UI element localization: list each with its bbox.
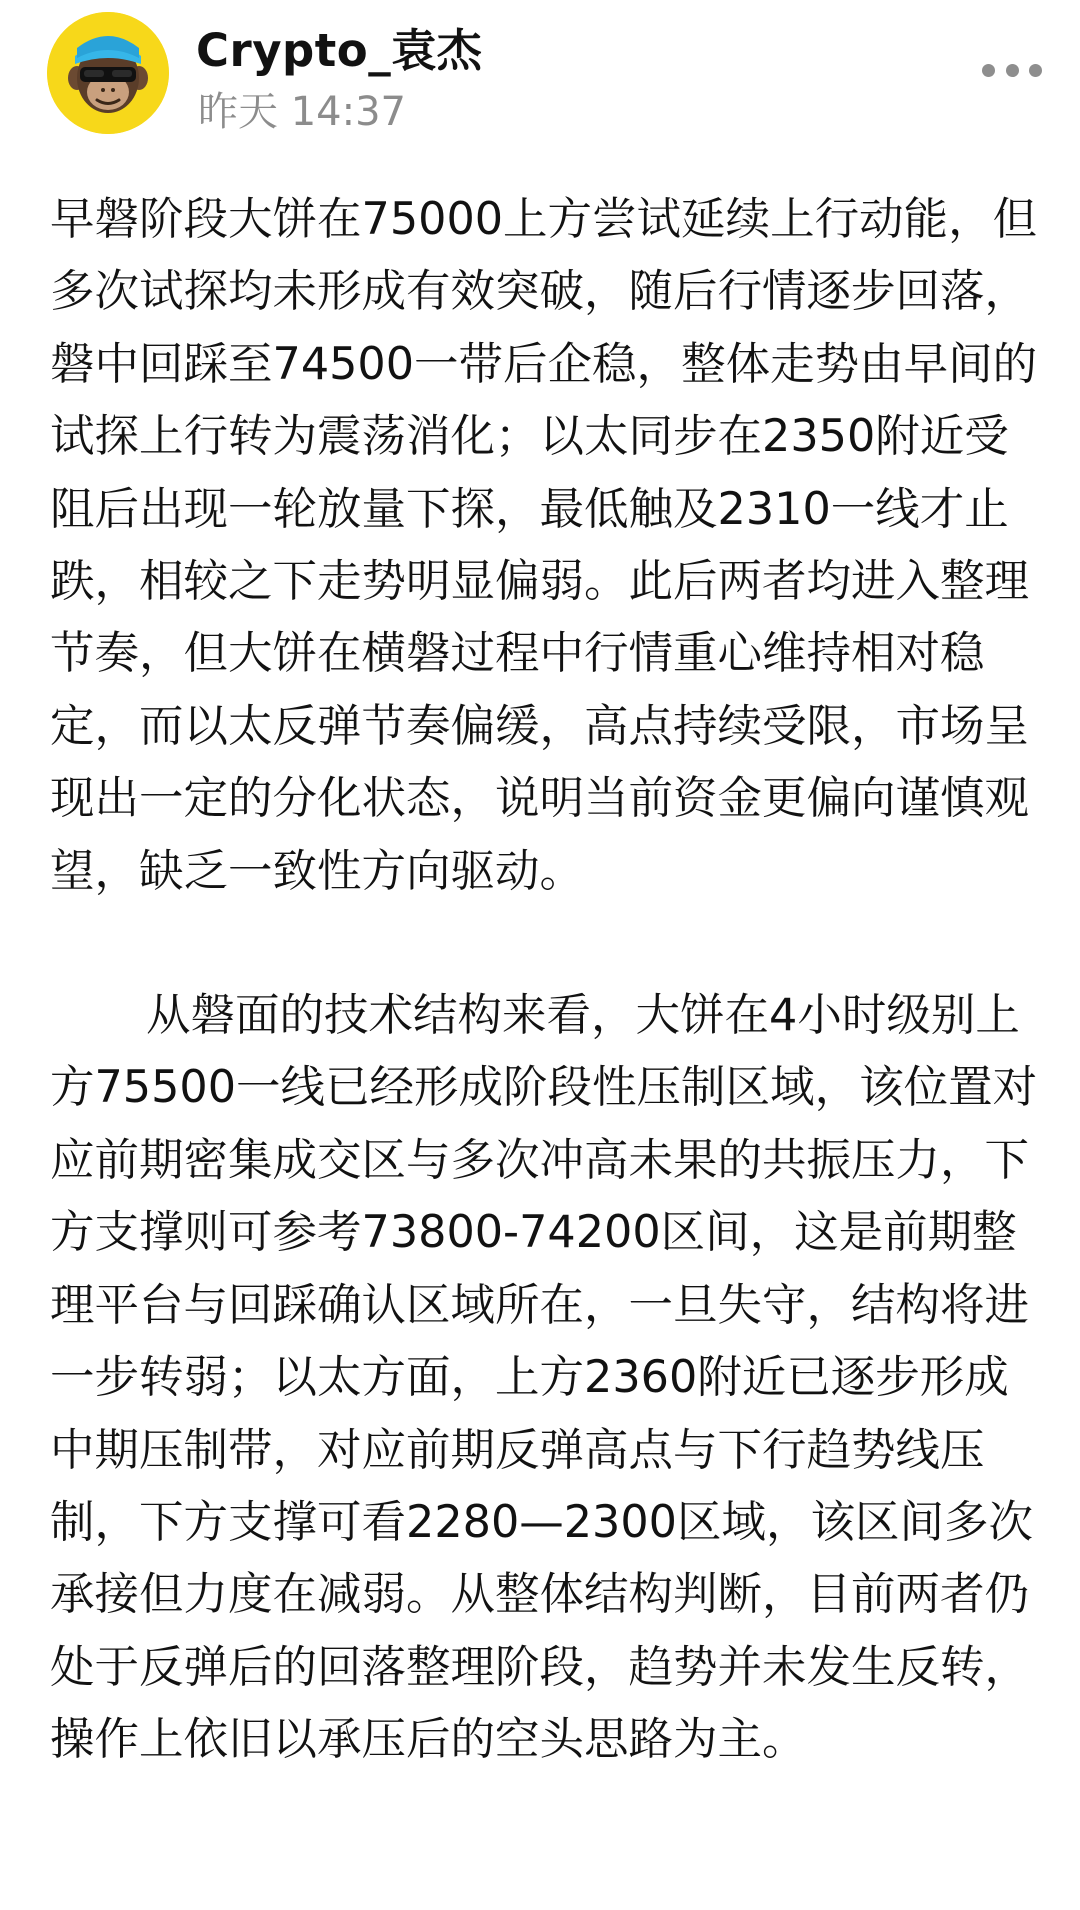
- more-dots-icon: [1006, 64, 1019, 77]
- author-name[interactable]: Crypto_袁杰: [196, 24, 483, 77]
- post-header: [0, 0, 1080, 140]
- post-paragraph: 从磐面的技术结构来看，大饼在4小时级别上方75500一线已经形成阶段性压制区域，该位置对应前期密集成交区与多次冲高未果的共振压力，下方支撑则可参考73800-74200区间，这是前期整理平台与回踩确认区域所在，一旦失守，结构将进一步转弱；以太方面，上方2360附近已逐步形成中期压制带，对应前期反弹高点与下行趋势线压制，下方支撑可看2280—2300区域，该区间多次承接但力度在减弱。从整体结构判断，目前两者仍处于反弹后的回落整理阶段，趋势并未发生反转，操作上依旧以承压后的空头思路为主。: [50, 990, 1038, 1766]
- more-options-button[interactable]: [982, 55, 1042, 85]
- author-avatar[interactable]: [47, 12, 169, 134]
- more-dots-icon: [1029, 64, 1042, 77]
- post-paragraph: 早磐阶段大饼在75000上方尝试延续上行动能，但多次试探均未形成有效突破，随后行情逐步回落，磐中回踩至74500一带后企稳，整体走势由早间的试探上行转为震荡消化；以太同步在2350附近受阻后出现一轮放量下探，最低触及2310一线才止跌，相较之下走势明显偏弱。此后两者均进入整理节奏，但大饼在横磐过程中行情重心维持相对稳定，而以太反弹节奏偏缓，高点持续受限，市场呈现出一定的分化状态，说明当前资金更偏向谨慎观望，缺乏一致性方向驱动。: [50, 194, 1038, 897]
- post-body: [50, 184, 1040, 1777]
- more-dots-icon: [982, 64, 995, 77]
- post-timestamp: 昨天 14:37: [198, 89, 406, 135]
- ape-avatar-icon: [47, 12, 169, 134]
